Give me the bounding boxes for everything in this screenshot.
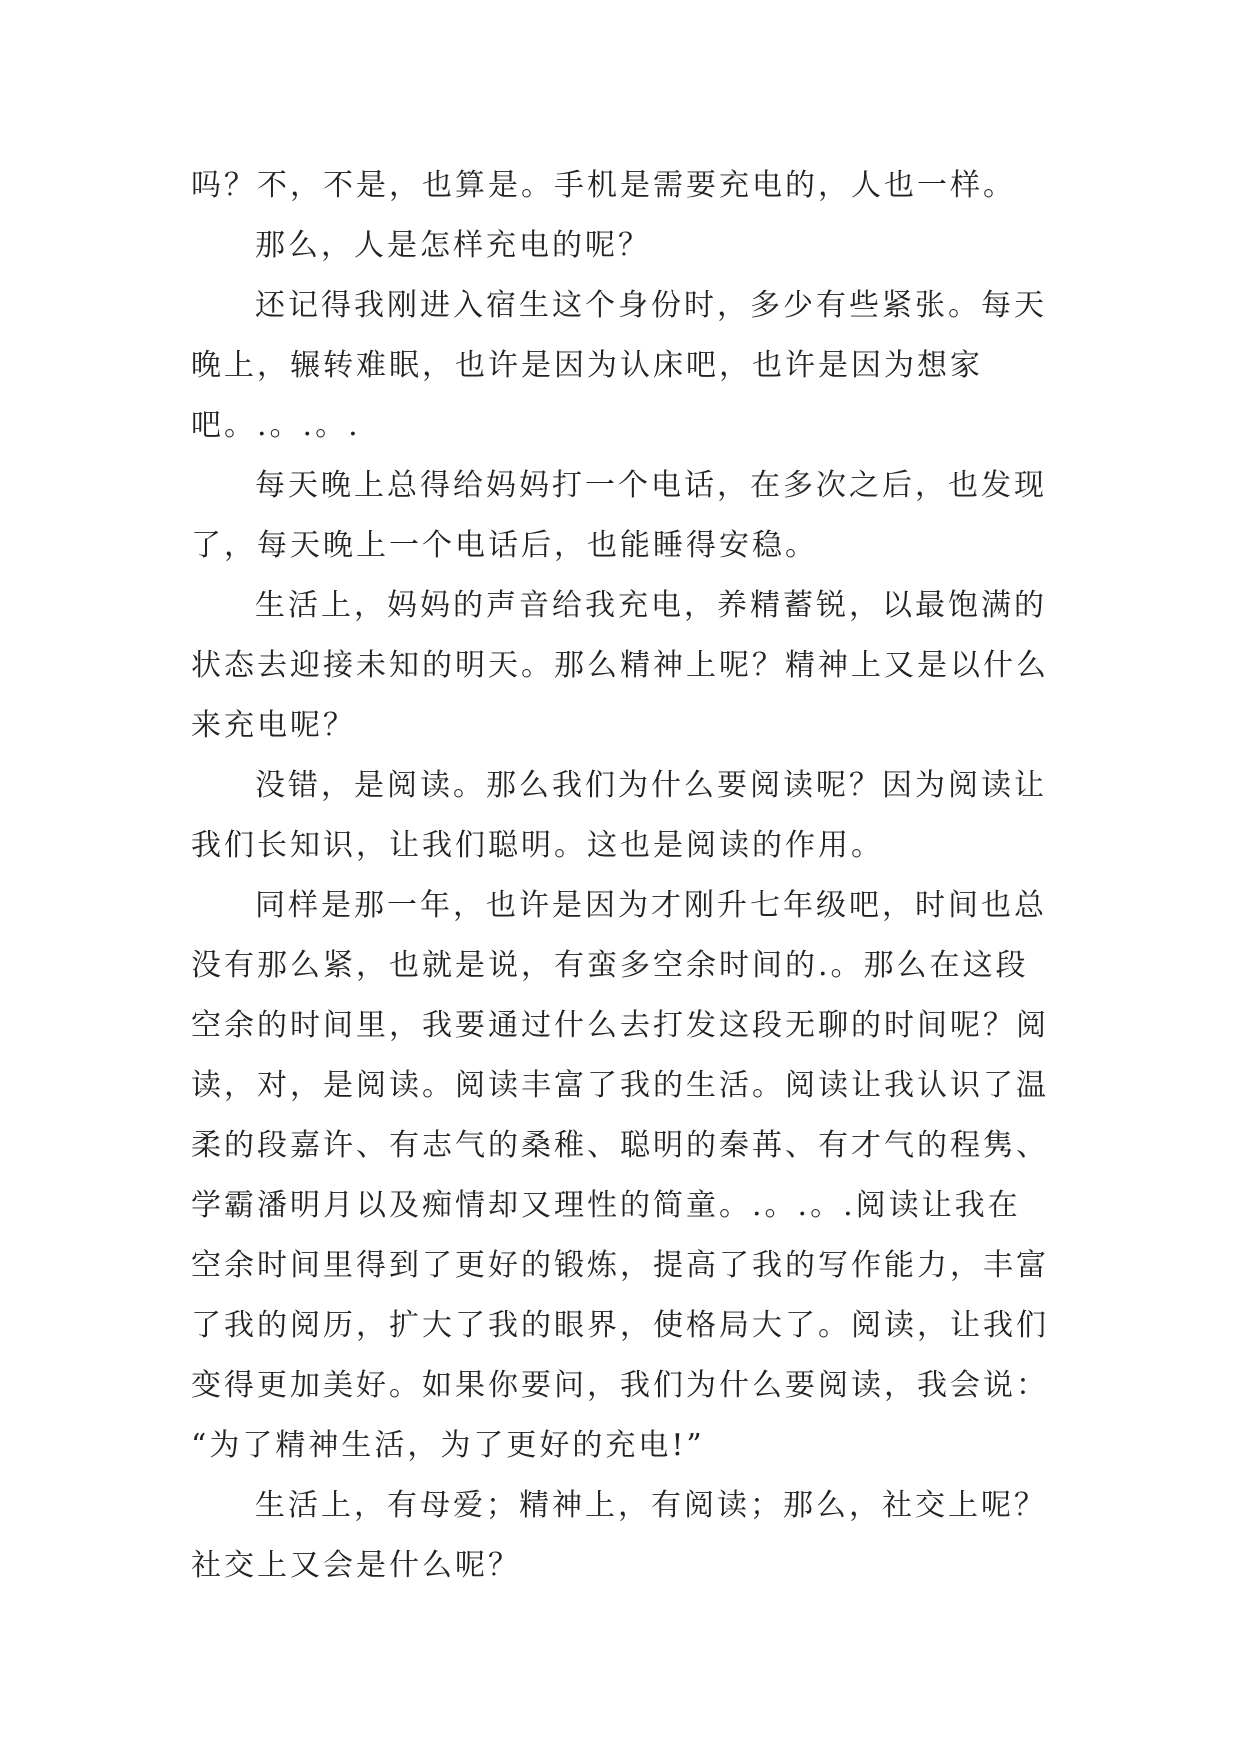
text-line: 晚上，辗转难眠，也许是因为认床吧，也许是因为想家 <box>191 348 983 383</box>
text-line: 变得更加美好。如果你要问，我们为什么要阅读，我会说： <box>191 1368 1049 1403</box>
text-line: “为了精神生活，为了更好的充电!” <box>191 1428 705 1463</box>
text-line: 空余的时间里，我要通过什么去打发这段无聊的时间呢？阅 <box>191 1008 1049 1043</box>
text-line: 状态去迎接未知的明天。那么精神上呢？精神上又是以什么 <box>191 648 1049 683</box>
text-line: 还记得我刚进入宿生这个身份时，多少有些紧张。每天 <box>255 288 1047 323</box>
text-line: 吧。.。.。. <box>191 408 361 443</box>
text-line: 没错，是阅读。那么我们为什么要阅读呢？因为阅读让 <box>255 768 1047 803</box>
text-line: 空余时间里得到了更好的锻炼，提高了我的写作能力，丰富 <box>191 1248 1049 1283</box>
text-line: 没有那么紧，也就是说，有蛮多空余时间的.。那么在这段 <box>191 948 1029 983</box>
text-line: 社交上又会是什么呢？ <box>191 1548 521 1583</box>
document-body <box>191 156 1071 1596</box>
text-line: 吗？不，不是，也算是。手机是需要充电的，人也一样。 <box>191 168 1016 203</box>
text-line: 了，每天晚上一个电话后，也能睡得安稳。 <box>191 528 818 563</box>
text-line: 同样是那一年，也许是因为才刚升七年级吧，时间也总 <box>255 888 1047 923</box>
text-line: 了我的阅历，扩大了我的眼界，使格局大了。阅读，让我们 <box>191 1308 1049 1343</box>
text-line: 读，对，是阅读。阅读丰富了我的生活。阅读让我认识了温 <box>191 1068 1049 1103</box>
text-line: 我们长知识，让我们聪明。这也是阅读的作用。 <box>191 828 884 863</box>
text-line: 每天晚上总得给妈妈打一个电话，在多次之后，也发现 <box>255 468 1047 503</box>
text-line: 来充电呢？ <box>191 708 356 743</box>
text-line: 生活上，妈妈的声音给我充电，养精蓄锐，以最饱满的 <box>255 588 1047 623</box>
text-line: 学霸潘明月以及痴情却又理性的简童。.。.。.阅读让我在 <box>191 1188 1021 1223</box>
text-line: 柔的段嘉许、有志气的桑稚、聪明的秦苒、有才气的程隽、 <box>191 1128 1049 1163</box>
text-line: 那么，人是怎样充电的呢？ <box>255 228 651 263</box>
text-line: 生活上，有母爱；精神上，有阅读；那么，社交上呢？ <box>255 1488 1047 1523</box>
